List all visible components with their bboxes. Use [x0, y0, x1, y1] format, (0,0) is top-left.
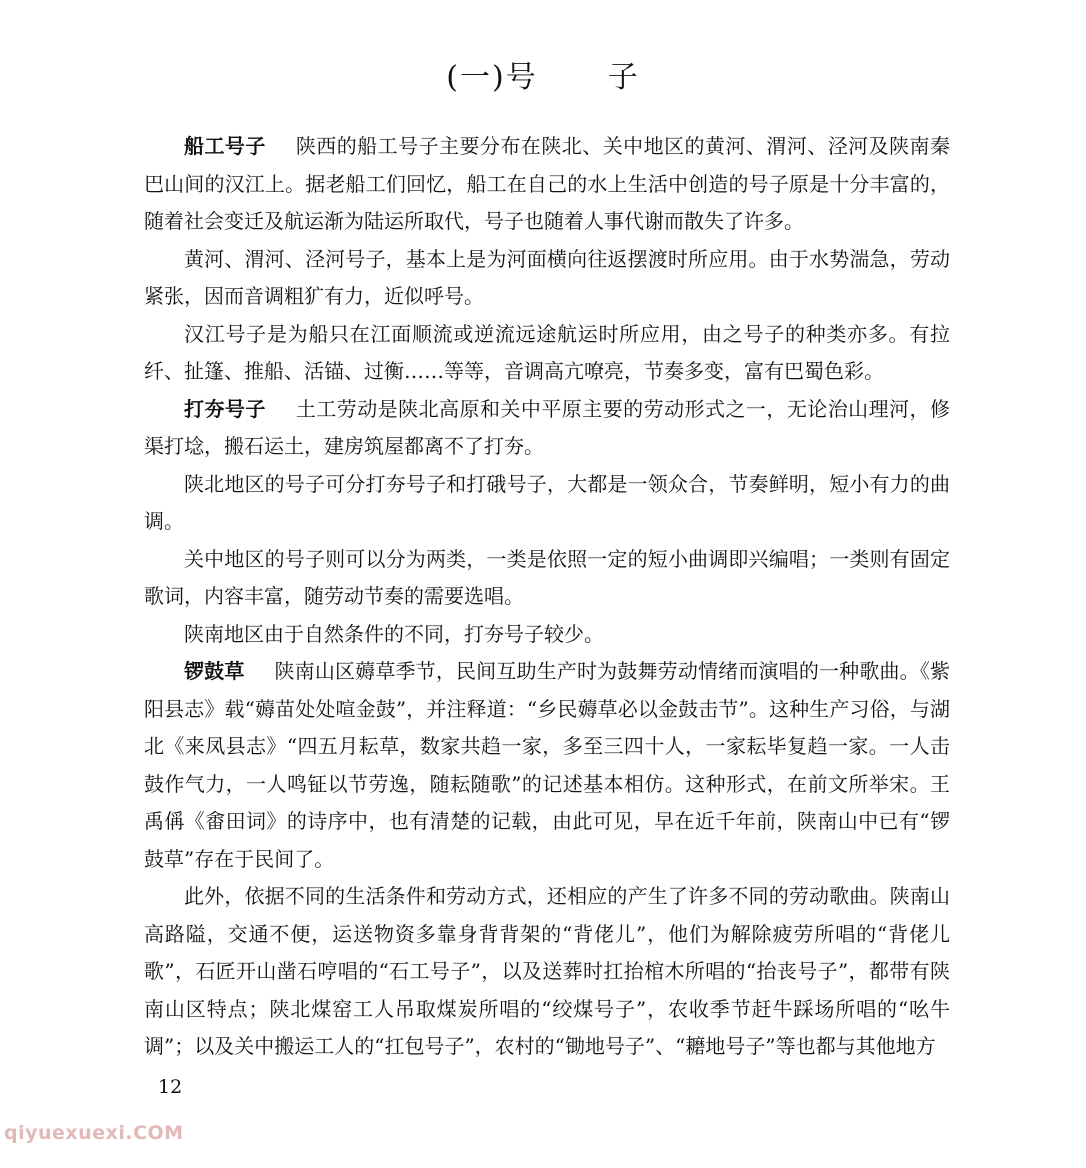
paragraph [144, 466, 950, 541]
paragraph-text: 陕北地区的号子可分打夯号子和打硪号子，大都是一领众合，节奏鲜明，短小有力的曲调。 [144, 471, 950, 533]
paragraph-text: 陕南地区由于自然条件的不同，打夯号子较少。 [184, 621, 604, 646]
page-number: 12 [158, 1076, 183, 1098]
heading-dahang-haozi: 打夯号子 [184, 396, 266, 421]
paragraph-text: 陕南山区薅草季节，民间互助生产时为鼓舞劳动情绪而演唱的一种歌曲。《紫阳县志》载“薅苗处处喧金鼓”，并注释道：“乡民薅草必以金鼓击节”。这种生产习俗，与湖北《来凤县志》“四五月耘草，数家共趋一家，多至三四十人，一家耘毕复趋一家。一人击鼓作气力，一人鸣钲以节劳逸，随耘随歌”的记述基本相仿。这种形式，在前文所举宋。王禹偁《畬田词》的诗序中，也有清楚的记载，由此可见，早在近千年前，陕南山中已有“锣鼓草”存在于民间了。 [144, 659, 950, 871]
paragraph-text: 汉江号子是为船只在江面顺流或逆流远途航运时所应用，由之号子的种类亦多。有拉纤、扯篷、推船、活锚、过衡……等等，音调高亢嘹亮，节奏多变，富有巴蜀色彩。 [144, 321, 950, 383]
paragraph-chuangong [144, 128, 950, 241]
site-watermark: qiyuexuexi.COM [4, 1122, 184, 1144]
paragraph [144, 541, 950, 616]
paragraph-text: 此外，依据不同的生活条件和劳动方式，还相应的产生了许多不同的劳动歌曲。陕南山高路隘，交通不便，运送物资多靠身背背架的“背佬儿”，他们为解除疲劳所唱的“背佬儿歌”，石匠开山凿石哼唱的“石工号子”，以及送葬时扛抬棺木所唱的“抬丧号子”，都带有陕南山区特点；陕北煤窑工人吊取煤炭所唱的“绞煤号子”，农收季节赶牛踩场所唱的“吆牛调”；以及关中搬运工人的“扛包号子”，农村的“锄地号子”、“耱地号子”等也都与其他地方 [144, 884, 950, 1058]
paragraph [144, 616, 950, 654]
heading-chuangong-haozi: 船工号子 [184, 134, 266, 158]
heading-luogucao: 锣鼓草 [184, 659, 245, 683]
paragraph-text: 黄河、渭河、泾河号子，基本上是为河面横向往返摆渡时所应用。由于水势湍急，劳动紧张，因而音调粗犷有力，近似呼号。 [144, 246, 950, 308]
paragraph-luogucao [144, 653, 950, 878]
paragraph [144, 316, 950, 391]
body-text [144, 128, 950, 1066]
section-title-part2: 子 [607, 60, 640, 95]
paragraph [144, 878, 950, 1066]
section-title-part1: (一)号 [446, 60, 538, 95]
paragraph-dahang [144, 391, 950, 466]
paragraph-text: 关中地区的号子则可以分为两类，一类是依照一定的短小曲调即兴编唱；一类则有固定歌词，内容丰富，随劳动节奏的需要选唱。 [144, 546, 950, 608]
paragraph-text: 土工劳动是陕北高原和关中平原主要的劳动形式之一，无论治山理河，修渠打埝，搬石运土，建房筑屋都离不了打夯。 [144, 396, 951, 458]
section-title [0, 52, 1086, 96]
paragraph-text: 陕西的船工号子主要分布在陕北、关中地区的黄河、渭河、泾河及陕南秦巴山间的汉江上。据老船工们回忆，船工在自己的水上生活中创造的号子原是十分丰富的，随着社会变迁及航运渐为陆运所取代，号子也随着人事代谢而散失了许多。 [144, 134, 951, 233]
paragraph [144, 241, 950, 316]
